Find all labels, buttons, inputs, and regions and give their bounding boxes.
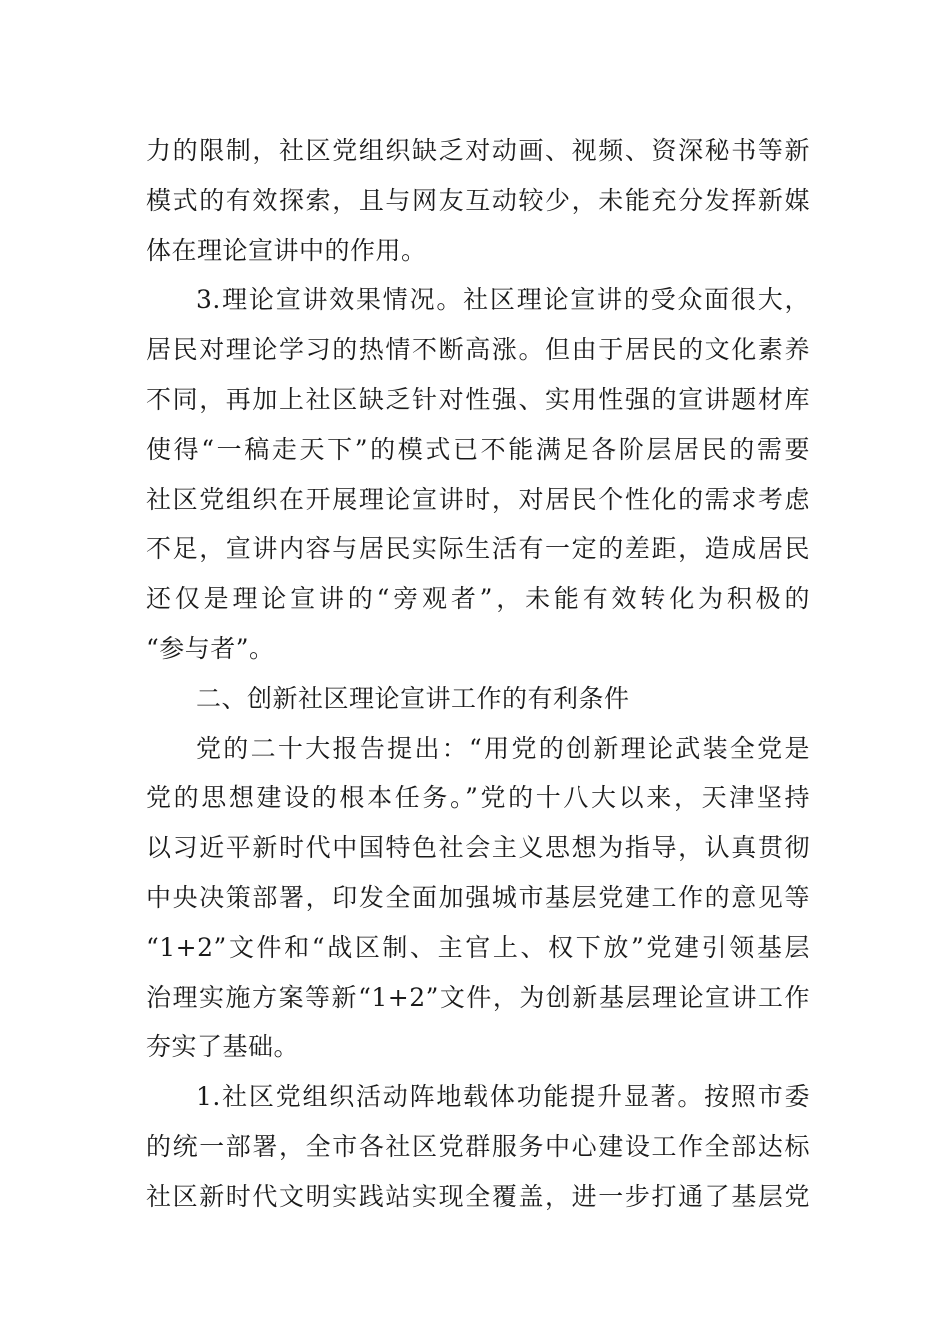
text-line: 夯实了基础。 [146,1032,300,1062]
text-line: “1+2”文件和“战区制、主官上、权下放”党建引领基层 [146,932,810,962]
text-line: “参与者”。 [146,633,275,663]
text-line: 1.社区党组织活动阵地载体功能提升显著。按照市委 [196,1082,810,1112]
text-line: 还仅是理论宣讲的“旁观者”，未能有效转化为积极的 [146,584,810,614]
text-line: 中央决策部署，印发全面加强城市基层党建工作的意见等 [146,882,810,912]
text-line: 以习近平新时代中国特色社会主义思想为指导，认真贯彻 [146,833,810,863]
text-line: 使得“一稿走天下”的模式已不能满足各阶层居民的需要 [146,434,810,464]
text-line: 模式的有效探索，且与网友互动较少，未能充分发挥新媒 [146,185,810,215]
text-line: 不同，再加上社区缺乏针对性强、实用性强的宣讲题材库 [146,384,810,414]
text-line: 居民对理论学习的热情不断高涨。但由于居民的文化素养 [146,335,810,365]
text-line: 社区新时代文明实践站实现全覆盖，进一步打通了基层党 [146,1181,810,1211]
text-line: 党的思想建设的根本任务。”党的十八大以来，天津坚持 [146,783,810,813]
text-line: 二、创新社区理论宣讲工作的有利条件 [196,683,630,713]
text-line: 3.理论宣讲效果情况。社区理论宣讲的受众面很大， [196,285,810,315]
text-line: 党的二十大报告提出：“用党的创新理论武装全党是 [196,733,810,763]
body-text [146,126,810,1222]
text-line: 的统一部署，全市各社区党群服务中心建设工作全部达标 [146,1131,810,1161]
text-line: 体在理论宣讲中的作用。 [146,235,427,265]
text-line: 治理实施方案等新“1+2”文件，为创新基层理论宣讲工作 [146,982,810,1012]
text-line: 不足，宣讲内容与居民实际生活有一定的差距，造成居民 [146,534,810,564]
text-line: 力的限制，社区党组织缺乏对动画、视频、资深秘书等新 [146,136,810,165]
text-line: 社区党组织在开展理论宣讲时，对居民个性化的需求考虑 [146,484,810,514]
